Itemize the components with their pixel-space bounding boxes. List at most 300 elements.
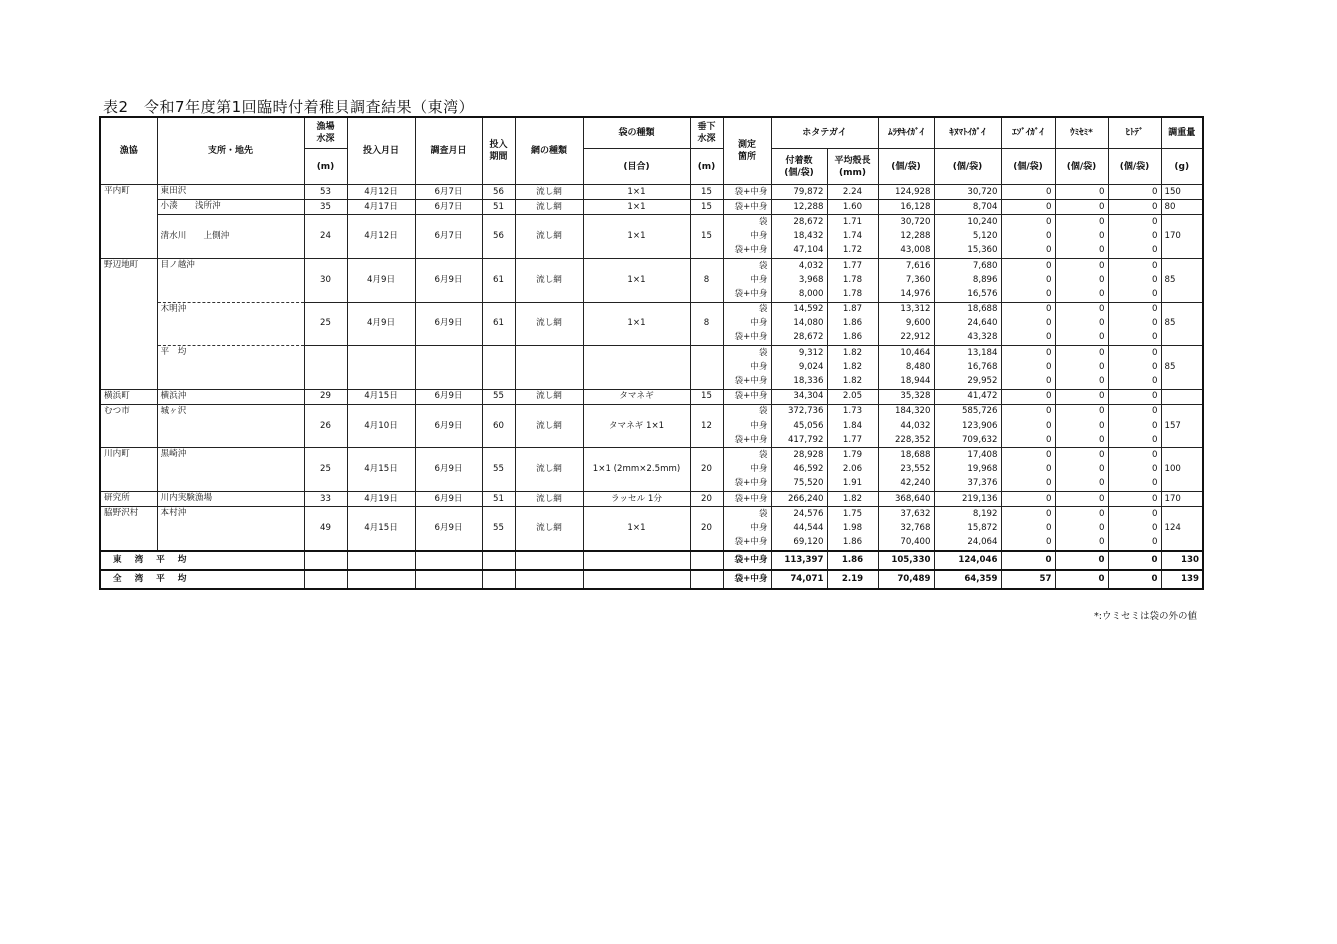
scallop-length-cell: 1.82: [827, 360, 878, 374]
umisemi-cell: 0: [1055, 185, 1108, 200]
input-date-cell: [347, 346, 415, 390]
site-cell: 袋+中身: [723, 477, 771, 492]
net-type-cell: 流し網: [515, 389, 583, 404]
summary-empty-cell: [690, 570, 723, 589]
hang-depth-cell: 15: [690, 200, 723, 215]
header-scallop-length: 平均殻長 (mm): [827, 149, 878, 185]
header-mussel: ﾑﾗｻｷｲｶﾞｲ: [878, 117, 934, 149]
header-hitode-unit: (個/袋): [1108, 149, 1161, 185]
survey-date-cell: 6月9日: [415, 491, 482, 506]
depth-cell: 35: [304, 200, 347, 215]
site-cell: 袋+中身: [723, 536, 771, 551]
period-cell: 56: [482, 215, 515, 259]
umisemi-cell: 0: [1055, 287, 1108, 302]
summary-kinumata: 124,046: [934, 551, 1001, 570]
umisemi-cell: 0: [1055, 374, 1108, 389]
scallop-count-cell: 8,000: [771, 287, 827, 302]
hitode-cell: 0: [1108, 244, 1161, 259]
header-depth: 漁場 水深: [304, 117, 347, 149]
scallop-count-cell: 75,520: [771, 477, 827, 492]
hang-depth-cell: 20: [690, 507, 723, 551]
summary-ezoi: 57: [1001, 570, 1055, 589]
weight-cell: 80: [1161, 200, 1203, 215]
net-type-cell: 流し網: [515, 507, 583, 551]
scallop-count-cell: 28,672: [771, 215, 827, 230]
scallop-length-cell: 1.82: [827, 374, 878, 389]
scallop-count-cell: 266,240: [771, 491, 827, 506]
bag-type-cell: 1×1: [583, 302, 690, 346]
hitode-cell: 0: [1108, 463, 1161, 477]
mussel-cell: 7,616: [878, 258, 934, 273]
net-type-cell: 流し網: [515, 215, 583, 259]
weight-cell: 85: [1161, 302, 1203, 346]
hitode-cell: 0: [1108, 287, 1161, 302]
scallop-length-cell: 1.60: [827, 200, 878, 215]
ezoi-cell: 0: [1001, 521, 1055, 535]
ezoi-cell: 0: [1001, 419, 1055, 433]
table-row: [100, 185, 1203, 200]
umisemi-cell: 0: [1055, 448, 1108, 463]
header-kinumata: ｷﾇﾏﾄｲｶﾞｲ: [934, 117, 1001, 149]
site-cell: 袋+中身: [723, 185, 771, 200]
ezoi-cell: 0: [1001, 433, 1055, 448]
scallop-count-cell: 28,672: [771, 331, 827, 346]
depth-cell: 24: [304, 215, 347, 259]
mussel-cell: 8,480: [878, 360, 934, 374]
scallop-length-cell: 1.86: [827, 317, 878, 331]
umisemi-cell: 0: [1055, 273, 1108, 287]
table-row: [100, 346, 1203, 361]
header-period: 投入 期間: [482, 117, 515, 185]
input-date-cell: 4月19日: [347, 491, 415, 506]
net-type-cell: 流し網: [515, 185, 583, 200]
summary-label: 全 湾 平 均: [100, 570, 304, 589]
scallop-count-cell: 9,312: [771, 346, 827, 361]
mussel-cell: 35,328: [878, 389, 934, 404]
branch-cell: 木明沖: [157, 302, 304, 346]
summary-empty-cell: [415, 551, 482, 570]
depth-cell: [304, 346, 347, 390]
umisemi-cell: 0: [1055, 536, 1108, 551]
scallop-count-cell: 28,928: [771, 448, 827, 463]
weight-cell: 150: [1161, 185, 1203, 200]
site-cell: 袋: [723, 258, 771, 273]
kinumata-cell: 24,640: [934, 317, 1001, 331]
kinumata-cell: 18,688: [934, 302, 1001, 317]
header-umisemi: ｳﾐｾﾐ*: [1055, 117, 1108, 149]
site-cell: 袋+中身: [723, 287, 771, 302]
summary-empty-cell: [304, 570, 347, 589]
umisemi-cell: 0: [1055, 331, 1108, 346]
input-date-cell: 4月12日: [347, 185, 415, 200]
umisemi-cell: 0: [1055, 521, 1108, 535]
umisemi-cell: 0: [1055, 230, 1108, 244]
site-cell: 袋: [723, 215, 771, 230]
hang-depth-cell: 8: [690, 302, 723, 346]
umisemi-cell: 0: [1055, 200, 1108, 215]
site-cell: 袋+中身: [723, 389, 771, 404]
net-type-cell: 流し網: [515, 258, 583, 302]
mussel-cell: 184,320: [878, 404, 934, 419]
scallop-count-cell: 14,592: [771, 302, 827, 317]
summary-kinumata: 64,359: [934, 570, 1001, 589]
kinumata-cell: 8,704: [934, 200, 1001, 215]
union-cell: 川内町: [100, 448, 157, 492]
umisemi-cell: 0: [1055, 244, 1108, 259]
summary-empty-cell: [415, 570, 482, 589]
summary-empty-cell: [690, 551, 723, 570]
branch-cell: 東田沢: [157, 185, 304, 200]
header-net-type: 網の種類: [515, 117, 583, 185]
header-branch: 支所・地先: [157, 117, 304, 185]
ezoi-cell: 0: [1001, 360, 1055, 374]
summary-weight: 139: [1161, 570, 1203, 589]
mussel-cell: 10,464: [878, 346, 934, 361]
ezoi-cell: 0: [1001, 273, 1055, 287]
site-cell: 中身: [723, 463, 771, 477]
hang-depth-cell: 12: [690, 404, 723, 448]
table-row: [100, 491, 1203, 506]
scallop-length-cell: 1.72: [827, 244, 878, 259]
hitode-cell: 0: [1108, 404, 1161, 419]
hitode-cell: 0: [1108, 374, 1161, 389]
header-hang-depth: 垂下 水深: [690, 117, 723, 149]
summary-site: 袋+中身: [723, 570, 771, 589]
ezoi-cell: 0: [1001, 463, 1055, 477]
site-cell: 袋+中身: [723, 433, 771, 448]
header-depth-unit: (m): [304, 149, 347, 185]
union-cell: むつ市: [100, 404, 157, 448]
hitode-cell: 0: [1108, 521, 1161, 535]
bag-type-cell: 1×1: [583, 258, 690, 302]
header-union: 漁協: [100, 117, 157, 185]
scallop-length-cell: 1.84: [827, 419, 878, 433]
hitode-cell: 0: [1108, 230, 1161, 244]
kinumata-cell: 29,952: [934, 374, 1001, 389]
hitode-cell: 0: [1108, 507, 1161, 522]
header-kinumata-unit: (個/袋): [934, 149, 1001, 185]
kinumata-cell: 123,906: [934, 419, 1001, 433]
mussel-cell: 42,240: [878, 477, 934, 492]
survey-date-cell: [415, 346, 482, 390]
kinumata-cell: 13,184: [934, 346, 1001, 361]
weight-cell: 85: [1161, 258, 1203, 302]
weight-cell: 124: [1161, 507, 1203, 551]
scallop-count-cell: 47,104: [771, 244, 827, 259]
branch-cell: 小湊 浅所沖: [157, 200, 304, 215]
bag-type-cell: 1×1 (2mm×2.5mm): [583, 448, 690, 492]
scallop-length-cell: 1.79: [827, 448, 878, 463]
table-row: [100, 302, 1203, 317]
survey-date-cell: 6月7日: [415, 200, 482, 215]
input-date-cell: 4月9日: [347, 302, 415, 346]
hitode-cell: 0: [1108, 302, 1161, 317]
period-cell: 56: [482, 185, 515, 200]
scallop-count-cell: 3,968: [771, 273, 827, 287]
mussel-cell: 32,768: [878, 521, 934, 535]
site-cell: 中身: [723, 521, 771, 535]
kinumata-cell: 16,768: [934, 360, 1001, 374]
branch-cell: 川内実験漁場: [157, 491, 304, 506]
ezoi-cell: 0: [1001, 287, 1055, 302]
umisemi-cell: 0: [1055, 404, 1108, 419]
kinumata-cell: 37,376: [934, 477, 1001, 492]
scallop-length-cell: 1.77: [827, 433, 878, 448]
header-hang-unit: (m): [690, 149, 723, 185]
table-row: [100, 200, 1203, 215]
table-row: [100, 389, 1203, 404]
scallop-count-cell: 14,080: [771, 317, 827, 331]
site-cell: 袋+中身: [723, 244, 771, 259]
input-date-cell: 4月15日: [347, 448, 415, 492]
kinumata-cell: 43,328: [934, 331, 1001, 346]
scallop-count-cell: 12,288: [771, 200, 827, 215]
union-cell: 研究所: [100, 491, 157, 506]
header-weight: 調重量: [1161, 117, 1203, 149]
scallop-count-cell: 417,792: [771, 433, 827, 448]
site-cell: 袋+中身: [723, 200, 771, 215]
period-cell: 55: [482, 448, 515, 492]
summary-scallop-count: 74,071: [771, 570, 827, 589]
summary-empty-cell: [515, 570, 583, 589]
scallop-length-cell: 1.86: [827, 536, 878, 551]
summary-mussel: 70,489: [878, 570, 934, 589]
scallop-count-cell: 79,872: [771, 185, 827, 200]
mussel-cell: 228,352: [878, 433, 934, 448]
survey-date-cell: 6月9日: [415, 389, 482, 404]
branch-cell: 平 均: [157, 346, 304, 390]
survey-date-cell: 6月9日: [415, 302, 482, 346]
site-cell: 袋+中身: [723, 374, 771, 389]
mussel-cell: 70,400: [878, 536, 934, 551]
umisemi-cell: 0: [1055, 463, 1108, 477]
kinumata-cell: 8,192: [934, 507, 1001, 522]
header-umisemi-unit: (個/袋): [1055, 149, 1108, 185]
mussel-cell: 22,912: [878, 331, 934, 346]
union-cell: 平内町: [100, 185, 157, 200]
umisemi-cell: 0: [1055, 491, 1108, 506]
summary-mussel: 105,330: [878, 551, 934, 570]
site-cell: 袋: [723, 507, 771, 522]
table-body: [100, 185, 1203, 589]
summary-empty-cell: [347, 551, 415, 570]
site-cell: 中身: [723, 360, 771, 374]
input-date-cell: 4月9日: [347, 258, 415, 302]
hitode-cell: 0: [1108, 331, 1161, 346]
union-cell: 野辺地町: [100, 258, 157, 302]
mussel-cell: 124,928: [878, 185, 934, 200]
union-cell: [100, 200, 157, 215]
net-type-cell: 流し網: [515, 200, 583, 215]
bag-type-cell: タマネギ 1×1: [583, 404, 690, 448]
kinumata-cell: 19,968: [934, 463, 1001, 477]
mussel-cell: 37,632: [878, 507, 934, 522]
kinumata-cell: 17,408: [934, 448, 1001, 463]
header-hitode: ﾋﾄﾃﾞ: [1108, 117, 1161, 149]
umisemi-cell: 0: [1055, 215, 1108, 230]
header-ezoi: ｴｿﾞｲｶﾞｲ: [1001, 117, 1055, 149]
hang-depth-cell: 15: [690, 215, 723, 259]
hang-depth-cell: 20: [690, 448, 723, 492]
union-cell: [100, 302, 157, 346]
hang-depth-cell: 15: [690, 185, 723, 200]
summary-row: [100, 551, 1203, 570]
mussel-cell: 12,288: [878, 230, 934, 244]
hang-depth-cell: 20: [690, 491, 723, 506]
mussel-cell: 43,008: [878, 244, 934, 259]
depth-cell: 26: [304, 404, 347, 448]
mussel-cell: 368,640: [878, 491, 934, 506]
weight-cell: 85: [1161, 346, 1203, 390]
mussel-cell: 14,976: [878, 287, 934, 302]
depth-cell: 49: [304, 507, 347, 551]
depth-cell: 25: [304, 302, 347, 346]
kinumata-cell: 709,632: [934, 433, 1001, 448]
mussel-cell: 44,032: [878, 419, 934, 433]
header-scallop-count: 付着数 (個/袋): [771, 149, 827, 185]
ezoi-cell: 0: [1001, 317, 1055, 331]
umisemi-cell: 0: [1055, 477, 1108, 492]
hitode-cell: 0: [1108, 185, 1161, 200]
umisemi-cell: 0: [1055, 317, 1108, 331]
umisemi-cell: 0: [1055, 346, 1108, 361]
depth-cell: 29: [304, 389, 347, 404]
scallop-count-cell: 18,336: [771, 374, 827, 389]
net-type-cell: [515, 346, 583, 390]
summary-site: 袋+中身: [723, 551, 771, 570]
ezoi-cell: 0: [1001, 374, 1055, 389]
scallop-length-cell: 1.78: [827, 273, 878, 287]
umisemi-cell: 0: [1055, 360, 1108, 374]
table-row: [100, 507, 1203, 522]
summary-scallop-count: 113,397: [771, 551, 827, 570]
site-cell: 袋+中身: [723, 331, 771, 346]
union-cell: 脇野沢村: [100, 507, 157, 551]
scallop-length-cell: 1.77: [827, 258, 878, 273]
hitode-cell: 0: [1108, 419, 1161, 433]
scallop-count-cell: 18,432: [771, 230, 827, 244]
period-cell: 51: [482, 491, 515, 506]
summary-scallop-length: 2.19: [827, 570, 878, 589]
ezoi-cell: 0: [1001, 491, 1055, 506]
weight-cell: 100: [1161, 448, 1203, 492]
kinumata-cell: 15,872: [934, 521, 1001, 535]
period-cell: [482, 346, 515, 390]
depth-cell: 33: [304, 491, 347, 506]
branch-cell: 城ヶ沢: [157, 404, 304, 448]
scallop-length-cell: 1.78: [827, 287, 878, 302]
hitode-cell: 0: [1108, 448, 1161, 463]
scallop-length-cell: 1.87: [827, 302, 878, 317]
scallop-length-cell: 2.06: [827, 463, 878, 477]
weight-cell: 170: [1161, 215, 1203, 259]
summary-empty-cell: [583, 570, 690, 589]
scallop-length-cell: 1.82: [827, 491, 878, 506]
summary-empty-cell: [482, 570, 515, 589]
ezoi-cell: 0: [1001, 230, 1055, 244]
scallop-count-cell: 34,304: [771, 389, 827, 404]
header-scallop: ホタテガイ: [771, 117, 878, 149]
scallop-length-cell: 1.91: [827, 477, 878, 492]
weight-cell: 170: [1161, 491, 1203, 506]
summary-label: 東 湾 平 均: [100, 551, 304, 570]
ezoi-cell: 0: [1001, 331, 1055, 346]
kinumata-cell: 41,472: [934, 389, 1001, 404]
header-site: 測定 箇所: [723, 117, 771, 185]
ezoi-cell: 0: [1001, 477, 1055, 492]
scallop-length-cell: 2.24: [827, 185, 878, 200]
summary-hitode: 0: [1108, 551, 1161, 570]
input-date-cell: 4月17日: [347, 200, 415, 215]
mussel-cell: 13,312: [878, 302, 934, 317]
umisemi-cell: 0: [1055, 419, 1108, 433]
ezoi-cell: 0: [1001, 507, 1055, 522]
scallop-count-cell: 46,592: [771, 463, 827, 477]
mussel-cell: 18,944: [878, 374, 934, 389]
period-cell: 61: [482, 258, 515, 302]
hitode-cell: 0: [1108, 200, 1161, 215]
ezoi-cell: 0: [1001, 258, 1055, 273]
period-cell: 55: [482, 507, 515, 551]
branch-cell: 横浜沖: [157, 389, 304, 404]
header-mussel-unit: (個/袋): [878, 149, 934, 185]
table-row: [100, 404, 1203, 419]
hitode-cell: 0: [1108, 536, 1161, 551]
site-cell: 袋: [723, 346, 771, 361]
summary-hitode: 0: [1108, 570, 1161, 589]
site-cell: 袋: [723, 448, 771, 463]
site-cell: 中身: [723, 230, 771, 244]
hitode-cell: 0: [1108, 433, 1161, 448]
scallop-count-cell: 4,032: [771, 258, 827, 273]
site-cell: 中身: [723, 419, 771, 433]
summary-umisemi: 0: [1055, 570, 1108, 589]
summary-scallop-length: 1.86: [827, 551, 878, 570]
header-input-date: 投入月日: [347, 117, 415, 185]
weight-cell: 157: [1161, 404, 1203, 448]
ezoi-cell: 0: [1001, 389, 1055, 404]
mussel-cell: 16,128: [878, 200, 934, 215]
table-row: [100, 258, 1203, 273]
kinumata-cell: 30,720: [934, 185, 1001, 200]
weight-cell: [1161, 389, 1203, 404]
ezoi-cell: 0: [1001, 448, 1055, 463]
table-header: [100, 117, 1203, 185]
hitode-cell: 0: [1108, 491, 1161, 506]
mussel-cell: 9,600: [878, 317, 934, 331]
scallop-count-cell: 372,736: [771, 404, 827, 419]
survey-date-cell: 6月9日: [415, 404, 482, 448]
bag-type-cell: ラッセル 1分: [583, 491, 690, 506]
umisemi-cell: 0: [1055, 389, 1108, 404]
scallop-length-cell: 2.05: [827, 389, 878, 404]
umisemi-cell: 0: [1055, 302, 1108, 317]
header-survey-date: 調査月日: [415, 117, 482, 185]
net-type-cell: 流し網: [515, 302, 583, 346]
site-cell: 袋+中身: [723, 491, 771, 506]
summary-empty-cell: [583, 551, 690, 570]
kinumata-cell: 585,726: [934, 404, 1001, 419]
kinumata-cell: 7,680: [934, 258, 1001, 273]
scallop-length-cell: 1.73: [827, 404, 878, 419]
bag-type-cell: 1×1: [583, 507, 690, 551]
survey-table: [99, 116, 1204, 590]
hitode-cell: 0: [1108, 273, 1161, 287]
umisemi-cell: 0: [1055, 507, 1108, 522]
scallop-length-cell: 1.71: [827, 215, 878, 230]
kinumata-cell: 219,136: [934, 491, 1001, 506]
ezoi-cell: 0: [1001, 244, 1055, 259]
